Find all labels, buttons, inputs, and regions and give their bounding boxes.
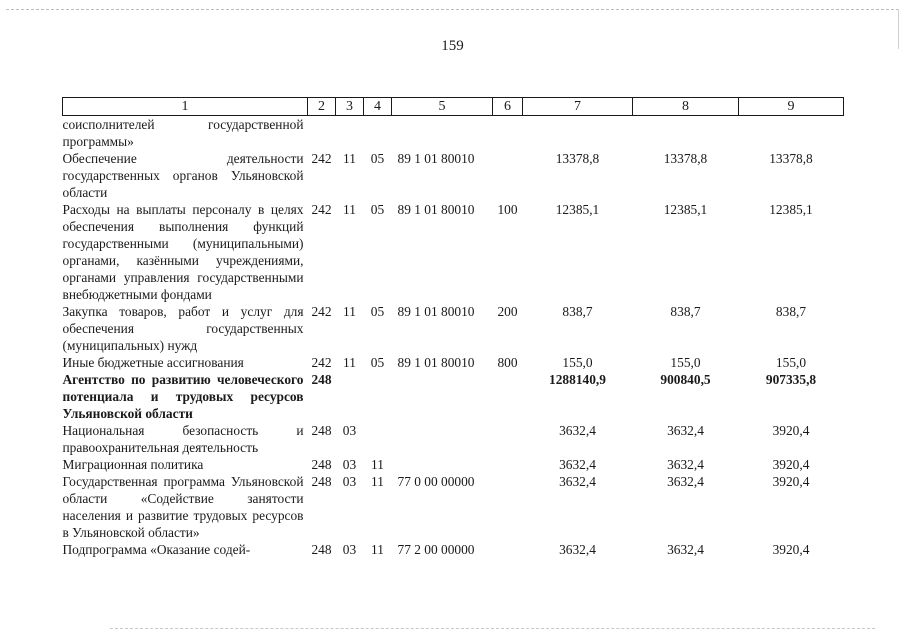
- table-row: [63, 371, 844, 422]
- col-2-value: 242: [311, 151, 332, 166]
- header-cell-1: 1: [63, 98, 308, 116]
- col-6-value: [493, 541, 523, 558]
- col-4-value: 11: [371, 474, 384, 489]
- col-4-value: [364, 116, 392, 151]
- col-3-value: 11: [343, 304, 356, 319]
- scan-border-bottom: [110, 628, 875, 629]
- col-9-value: 12385,1: [769, 202, 813, 217]
- col-3-value: 03: [342, 542, 357, 557]
- header-cell-2: 2: [308, 98, 336, 116]
- col-7-value: 3632,4: [559, 474, 596, 489]
- row-name: Подпрограмма «Оказание содей-: [62, 542, 251, 557]
- col-8-value: 900840,5: [660, 372, 711, 387]
- row-name: Агентство по развитию человеческого потенциала и трудовых ресурсов Ульяновской области: [62, 372, 304, 421]
- row-name: Национальная безопасность и правоохранительная деятельность: [62, 423, 304, 455]
- header-cell-7: 7: [523, 98, 633, 116]
- col-3-value: 03: [342, 423, 357, 438]
- col-8-value: 838,7: [670, 304, 701, 319]
- col-7-value: 155,0: [562, 355, 593, 370]
- header-cell-4: 4: [364, 98, 392, 116]
- col-3-value: 11: [343, 355, 356, 370]
- col-8-value: 3632,4: [667, 423, 704, 438]
- col-6-value: 800: [497, 355, 518, 370]
- col-6-value: 100: [497, 202, 518, 217]
- col-8-value: 13378,8: [663, 151, 708, 166]
- table-row: [63, 541, 844, 558]
- col-9-value: 13378,8: [769, 151, 813, 166]
- col-6-value: [493, 150, 523, 201]
- header-cell-8: 8: [633, 98, 739, 116]
- col-3-value: 03: [342, 474, 357, 489]
- col-2-value: 248: [311, 457, 332, 472]
- col-6-value: [493, 456, 523, 473]
- col-5-value: [392, 116, 493, 151]
- row-name: Государственная программа Ульяновской области «Содействие занятости населения и развитие трудовых ресурсов в Ульяновской области»: [62, 474, 304, 540]
- col-2-value: 242: [311, 304, 332, 319]
- row-name: Миграционная политика: [62, 457, 204, 472]
- col-5-value: 89 1 01 80010: [397, 202, 475, 217]
- col-9-value: 3920,4: [772, 542, 810, 557]
- col-4-value: 05: [370, 304, 385, 319]
- header-cell-6: 6: [493, 98, 523, 116]
- col-8-value: 12385,1: [663, 202, 708, 217]
- col-7-value: 838,7: [562, 304, 593, 319]
- budget-table: [62, 97, 844, 558]
- col-5-value: 89 1 01 80010: [397, 355, 475, 370]
- col-7-value: [523, 116, 633, 151]
- col-7-value: 3632,4: [559, 542, 596, 557]
- col-5-value: [392, 422, 493, 456]
- col-4-value: 05: [370, 355, 385, 370]
- col-8-value: 3632,4: [667, 457, 704, 472]
- col-5-value: [392, 456, 493, 473]
- col-9-value: 3920,4: [772, 457, 810, 472]
- col-2-value: 242: [311, 355, 332, 370]
- col-7-value: 3632,4: [559, 457, 596, 472]
- col-9-value: 907335,8: [765, 372, 817, 387]
- col-7-value: 3632,4: [559, 423, 596, 438]
- col-4-value: 05: [370, 202, 385, 217]
- col-4-value: 11: [371, 542, 384, 557]
- table-row: [63, 456, 844, 473]
- col-6-value: [493, 473, 523, 541]
- row-name: Закупка товаров, работ и услуг для обеспечения государственных (муниципальных) нужд: [62, 304, 304, 353]
- col-8-value: 3632,4: [667, 474, 704, 489]
- col-2-value: 242: [311, 202, 332, 217]
- col-3-value: [336, 116, 364, 151]
- col-2-value: 248: [311, 474, 332, 489]
- scan-border-top: [6, 9, 899, 10]
- header-cell-5: 5: [392, 98, 493, 116]
- table-row: [63, 422, 844, 456]
- col-7-value: 12385,1: [555, 202, 600, 217]
- col-5-value: [392, 371, 493, 422]
- table-body: [63, 116, 844, 559]
- table-header-row: [63, 98, 844, 116]
- col-6-value: 200: [497, 304, 518, 319]
- table-row: [63, 150, 844, 201]
- col-4-value: [364, 422, 392, 456]
- col-3-value: [336, 371, 364, 422]
- col-4-value: 11: [371, 457, 384, 472]
- col-7-value: 1288140,9: [549, 372, 606, 387]
- col-3-value: 11: [343, 202, 356, 217]
- col-5-value: 89 1 01 80010: [397, 304, 475, 319]
- col-9-value: 3920,4: [772, 474, 810, 489]
- col-2-value: [308, 116, 336, 151]
- col-6-value: [493, 116, 523, 151]
- col-6-value: [493, 371, 523, 422]
- col-2-value: 248: [311, 372, 332, 387]
- table-row: [63, 303, 844, 354]
- col-9-value: 838,7: [775, 304, 807, 319]
- row-name: Обеспечение деятельности государственных органов Ульяновской области: [62, 151, 304, 200]
- col-3-value: 11: [343, 151, 356, 166]
- header-cell-3: 3: [336, 98, 364, 116]
- col-6-value: [493, 422, 523, 456]
- col-4-value: 05: [370, 151, 385, 166]
- table-row: [63, 201, 844, 303]
- col-4-value: [364, 371, 392, 422]
- col-9-value: [739, 116, 844, 151]
- table-row: [63, 354, 844, 371]
- table-row: [63, 473, 844, 541]
- col-3-value: 03: [342, 457, 357, 472]
- col-8-value: 155,0: [670, 355, 701, 370]
- table-row: [63, 116, 844, 151]
- col-2-value: 248: [311, 423, 332, 438]
- col-2-value: 248: [311, 542, 332, 557]
- col-8-value: [633, 116, 739, 151]
- header-cell-9: 9: [739, 98, 844, 116]
- row-name: Расходы на выплаты персоналу в целях обеспечения выполнения функций государственными (муниципальными) органами, казёнными учреждениями, органами управления государственными внебюджетными фондами: [62, 202, 304, 302]
- row-name: Иные бюджетные ассигнования: [62, 355, 244, 370]
- row-name: соисполнителей государственной программы»: [62, 117, 304, 149]
- col-5-value: 89 1 01 80010: [397, 151, 475, 166]
- col-9-value: 3920,4: [772, 423, 810, 438]
- col-9-value: 155,0: [775, 355, 807, 370]
- page-number: 159: [441, 38, 464, 54]
- col-5-value: 77 2 00 00000: [397, 542, 475, 557]
- col-5-value: 77 0 00 00000: [397, 474, 475, 489]
- col-8-value: 3632,4: [667, 542, 704, 557]
- col-7-value: 13378,8: [555, 151, 600, 166]
